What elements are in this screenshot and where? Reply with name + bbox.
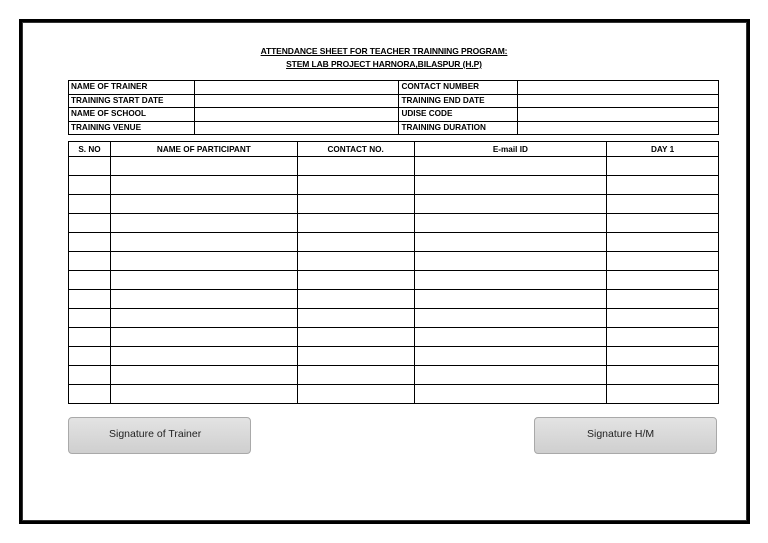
day1-cell[interactable] bbox=[607, 271, 719, 290]
email-cell[interactable] bbox=[414, 157, 607, 176]
day1-cell[interactable] bbox=[607, 214, 719, 233]
participant-name-cell[interactable] bbox=[110, 290, 297, 309]
participant-name-cell[interactable] bbox=[110, 157, 297, 176]
sno-cell[interactable] bbox=[69, 176, 111, 195]
table-row bbox=[69, 157, 719, 176]
sno-cell[interactable] bbox=[69, 252, 111, 271]
participant-name-cell[interactable] bbox=[110, 195, 297, 214]
column-header-day1: DAY 1 bbox=[607, 142, 719, 157]
day1-cell[interactable] bbox=[607, 157, 719, 176]
day1-cell[interactable] bbox=[607, 309, 719, 328]
email-cell[interactable] bbox=[414, 366, 607, 385]
sheet-subtitle: STEM LAB PROJECT HARNORA,BILASPUR (H.P) bbox=[286, 59, 482, 69]
hm-signature-button[interactable]: Signature H/M bbox=[534, 417, 717, 454]
email-cell[interactable] bbox=[414, 309, 607, 328]
email-cell[interactable] bbox=[414, 176, 607, 195]
info-row bbox=[69, 108, 719, 122]
trainer-signature-button[interactable]: Signature of Trainer bbox=[68, 417, 251, 454]
sno-cell[interactable] bbox=[69, 157, 111, 176]
venue-field[interactable] bbox=[194, 121, 399, 135]
info-label: NAME OF TRAINER bbox=[69, 81, 195, 95]
info-row bbox=[69, 121, 719, 135]
sno-cell[interactable] bbox=[69, 290, 111, 309]
table-row bbox=[69, 290, 719, 309]
table-row bbox=[69, 328, 719, 347]
duration-field[interactable] bbox=[518, 121, 719, 135]
day1-cell[interactable] bbox=[607, 328, 719, 347]
participant-name-cell[interactable] bbox=[110, 271, 297, 290]
table-row bbox=[69, 252, 719, 271]
day1-cell[interactable] bbox=[607, 195, 719, 214]
info-label: TRAINING VENUE bbox=[69, 121, 195, 135]
contact-cell[interactable] bbox=[297, 157, 414, 176]
participant-name-cell[interactable] bbox=[110, 233, 297, 252]
contact-number-field[interactable] bbox=[518, 81, 719, 95]
table-row bbox=[69, 366, 719, 385]
table-row bbox=[69, 347, 719, 366]
contact-cell[interactable] bbox=[297, 366, 414, 385]
info-row bbox=[69, 94, 719, 108]
table-row bbox=[69, 271, 719, 290]
day1-cell[interactable] bbox=[607, 252, 719, 271]
contact-cell[interactable] bbox=[297, 176, 414, 195]
participant-name-cell[interactable] bbox=[110, 385, 297, 404]
start-date-field[interactable] bbox=[194, 94, 399, 108]
sno-cell[interactable] bbox=[69, 328, 111, 347]
sno-cell[interactable] bbox=[69, 309, 111, 328]
column-header-contact: CONTACT NO. bbox=[297, 142, 414, 157]
email-cell[interactable] bbox=[414, 214, 607, 233]
email-cell[interactable] bbox=[414, 195, 607, 214]
column-header-email: E-mail ID bbox=[414, 142, 607, 157]
email-cell[interactable] bbox=[414, 233, 607, 252]
participant-name-cell[interactable] bbox=[110, 366, 297, 385]
attendance-table bbox=[68, 141, 719, 404]
info-label: NAME OF SCHOOL bbox=[69, 108, 195, 122]
sno-cell[interactable] bbox=[69, 271, 111, 290]
email-cell[interactable] bbox=[414, 290, 607, 309]
day1-cell[interactable] bbox=[607, 347, 719, 366]
attendance-body bbox=[69, 157, 719, 404]
table-row bbox=[69, 385, 719, 404]
table-row bbox=[69, 214, 719, 233]
contact-cell[interactable] bbox=[297, 252, 414, 271]
table-row bbox=[69, 309, 719, 328]
trainer-name-field[interactable] bbox=[194, 81, 399, 95]
info-label: UDISE CODE bbox=[399, 108, 518, 122]
attendance-header-row bbox=[69, 142, 719, 157]
day1-cell[interactable] bbox=[607, 366, 719, 385]
table-row bbox=[69, 176, 719, 195]
email-cell[interactable] bbox=[414, 328, 607, 347]
sno-cell[interactable] bbox=[69, 195, 111, 214]
info-label: TRAINING END DATE bbox=[399, 94, 518, 108]
day1-cell[interactable] bbox=[607, 233, 719, 252]
end-date-field[interactable] bbox=[518, 94, 719, 108]
contact-cell[interactable] bbox=[297, 271, 414, 290]
contact-cell[interactable] bbox=[297, 347, 414, 366]
participant-name-cell[interactable] bbox=[110, 176, 297, 195]
info-row bbox=[69, 81, 719, 95]
email-cell[interactable] bbox=[414, 252, 607, 271]
sno-cell[interactable] bbox=[69, 214, 111, 233]
sno-cell[interactable] bbox=[69, 385, 111, 404]
contact-cell[interactable] bbox=[297, 214, 414, 233]
info-label: CONTACT NUMBER bbox=[399, 81, 518, 95]
table-row bbox=[69, 233, 719, 252]
contact-cell[interactable] bbox=[297, 290, 414, 309]
contact-cell[interactable] bbox=[297, 385, 414, 404]
participant-name-cell[interactable] bbox=[110, 347, 297, 366]
udise-code-field[interactable] bbox=[518, 108, 719, 122]
info-label: TRAINING DURATION bbox=[399, 121, 518, 135]
email-cell[interactable] bbox=[414, 271, 607, 290]
contact-cell[interactable] bbox=[297, 233, 414, 252]
participant-name-cell[interactable] bbox=[110, 252, 297, 271]
day1-cell[interactable] bbox=[607, 176, 719, 195]
school-name-field[interactable] bbox=[194, 108, 399, 122]
day1-cell[interactable] bbox=[607, 290, 719, 309]
sheet-title: ATTENDANCE SHEET FOR TEACHER TRAINNING PROGRAM: bbox=[260, 46, 508, 56]
info-label: TRAINING START DATE bbox=[69, 94, 195, 108]
email-cell[interactable] bbox=[414, 347, 607, 366]
participant-name-cell[interactable] bbox=[110, 309, 297, 328]
email-cell[interactable] bbox=[414, 385, 607, 404]
table-row bbox=[69, 195, 719, 214]
sno-cell[interactable] bbox=[69, 347, 111, 366]
sno-cell[interactable] bbox=[69, 233, 111, 252]
contact-cell[interactable] bbox=[297, 309, 414, 328]
participant-name-cell[interactable] bbox=[110, 328, 297, 347]
column-header-sno: S. NO bbox=[69, 142, 111, 157]
trainer-info-table bbox=[68, 80, 719, 135]
column-header-participant: NAME OF PARTICIPANT bbox=[110, 142, 297, 157]
participant-name-cell[interactable] bbox=[110, 214, 297, 233]
day1-cell[interactable] bbox=[607, 385, 719, 404]
contact-cell[interactable] bbox=[297, 195, 414, 214]
sno-cell[interactable] bbox=[69, 366, 111, 385]
contact-cell[interactable] bbox=[297, 328, 414, 347]
